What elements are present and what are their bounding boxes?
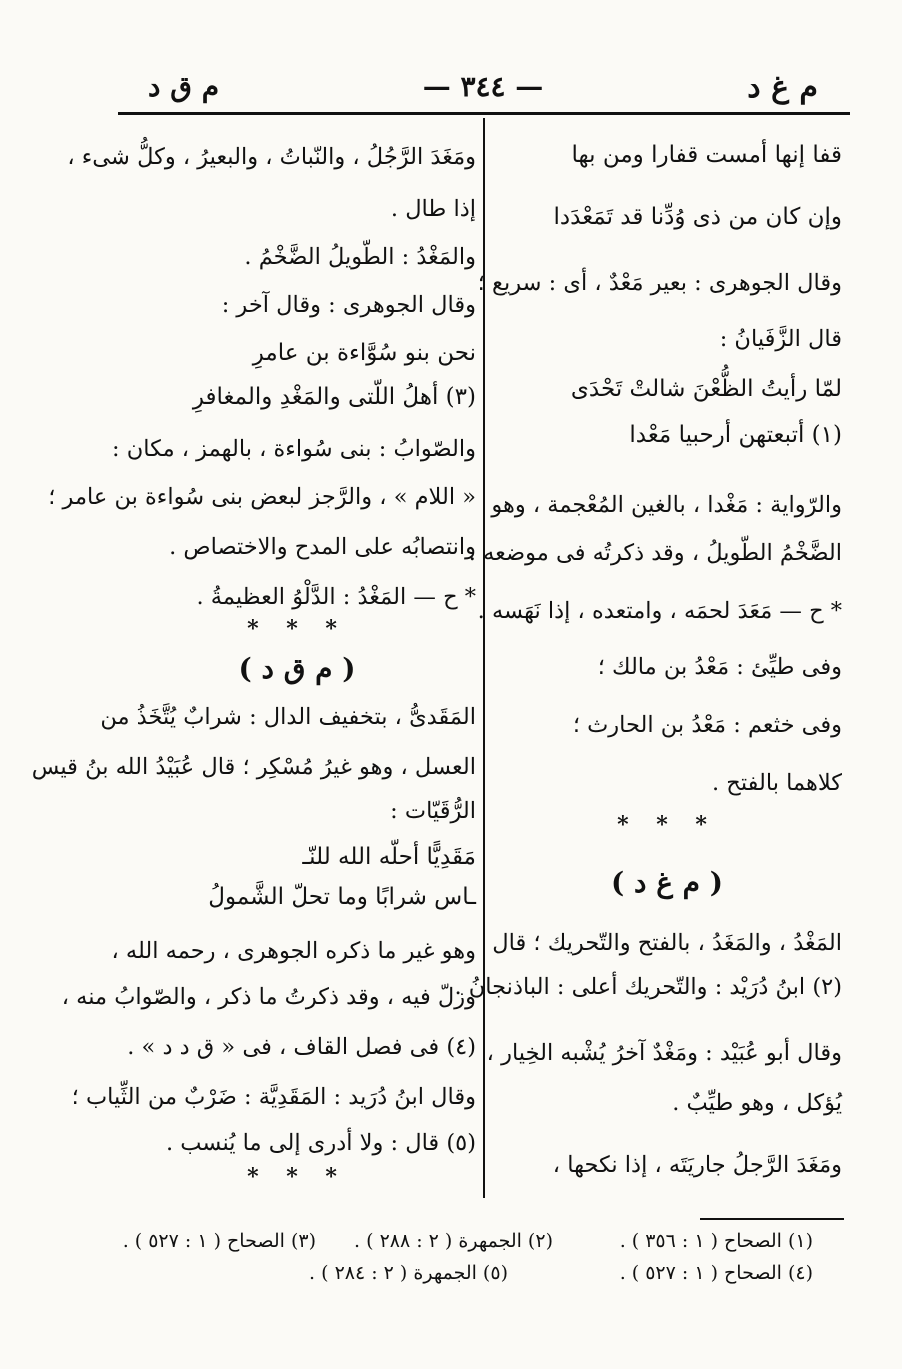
footnote: (٤) الصحاح ( ١ : ٥٢٧ ) . bbox=[619, 1262, 813, 1284]
text-line: ومَغَدَ الرَّجُلُ ، والنّباتُ ، والبعيرُ ، وكلُّ شىء ، bbox=[67, 144, 476, 170]
footnote: (١) الصحاح ( ١ : ٣٥٦ ) . bbox=[619, 1230, 813, 1252]
text-line: * ح — المَغْدُ : الدَّلْوُ العظيمةُ . bbox=[196, 584, 476, 610]
text-line: وانتصابُه على المدح والاختصاص . bbox=[169, 534, 476, 560]
text-line: وقال ابنُ دُرَيد : المَقَدِيَّة : ضَرْبٌ من الثِّياب ؛ bbox=[71, 1084, 476, 1110]
text-line: وفى طيِّئ : مَعْدُ بن مالك ؛ bbox=[597, 654, 842, 680]
footnote-rule bbox=[700, 1218, 844, 1220]
text-line: إذا طال . bbox=[390, 196, 476, 222]
verse-line: (١) أتبعتهن أرحبيا مَعْدا bbox=[629, 422, 842, 448]
text-line: وفى خثعم : مَعْدُ بن الحارث ؛ bbox=[572, 712, 842, 738]
header-root-right: م غ د bbox=[747, 70, 818, 105]
header-root-left: م ق د bbox=[148, 70, 220, 103]
text-line: (٢) ابنُ دُرَيْد : والتّحريك أعلى : الباذنجانُ . bbox=[454, 974, 842, 1000]
footnote-row bbox=[118, 1262, 848, 1290]
header-rule bbox=[118, 112, 850, 115]
verse-line: وإن كان من ذى وُدِّنا قد تَمَعْدَدا bbox=[553, 204, 842, 230]
page-header bbox=[118, 62, 848, 106]
text-line: قال الزَّفَيانُ : bbox=[719, 326, 842, 352]
footnote: (٢) الجمهرة ( ٢ : ٢٨٨ ) . bbox=[354, 1230, 553, 1252]
text-line: وقال الجوهرى : وقال آخر : bbox=[221, 292, 476, 318]
text-line: ومَغَدَ الرَّجلُ جاريَتَه ، إذا نكحها ، bbox=[552, 1152, 842, 1178]
text-line: كلاهما بالفتح . bbox=[712, 770, 842, 796]
verse-line: مَقَدِيًّا أحلّه الله للنّـ bbox=[302, 844, 476, 870]
text-line: والمَغْدُ : الطّويلُ الضَّخْمُ . bbox=[244, 244, 476, 270]
text-line: الضَّخْمُ الطّويلُ ، وقد ذكرتُه فى موضعه . bbox=[468, 540, 842, 566]
verse-line: (٣) أهلُ اللّتى والمَغْدِ والمغافرِ bbox=[192, 384, 476, 410]
page-number: — ٣٤٤ — bbox=[422, 70, 544, 103]
text-line: والرّواية : مَغْدا ، بالغين المُعْجمة ، وهو bbox=[491, 492, 842, 518]
verse-line: قفا إنها أمست قفارا ومن بها bbox=[571, 142, 842, 168]
section-heading: ( م ق د ) bbox=[238, 652, 356, 685]
text-line: (٥) قال : ولا أدرى إلى ما يُنسب . bbox=[166, 1130, 476, 1156]
text-line: (٤) فى فصل القاف ، فى « ق د د » . bbox=[127, 1034, 476, 1060]
text-line: المَغْدُ ، والمَغَدُ ، بالفتح والتّحريك ؛ قال bbox=[492, 930, 842, 956]
text-line: وقال الجوهرى : بعير مَعْدٌ ، أى : سريع ؛ bbox=[477, 270, 842, 296]
section-separator: * * * bbox=[247, 616, 347, 642]
text-line: يُؤكل ، وهو طيِّبٌ . bbox=[672, 1090, 842, 1116]
text-line: وهو غير ما ذكره الجوهرى ، رحمه الله ، bbox=[111, 938, 476, 964]
text-line: وقال أبو عُبَيْد : ومَغْدٌ آخرُ يُشْبه الخِيار ، bbox=[486, 1040, 842, 1066]
footnote-row bbox=[118, 1230, 848, 1258]
text-line: « اللام » ، والرَّجز لبعض بنى سُواءة بن عامر ؛ bbox=[48, 484, 476, 510]
section-separator: * * * bbox=[247, 1164, 347, 1190]
verse-line: ـاس شرابًا وما تحلّ الشَّمولُ bbox=[208, 884, 476, 910]
text-line: وزلّ فيه ، وقد ذكرتُ ما ذكر ، والصّوابُ منه ، bbox=[61, 984, 476, 1010]
text-line: العسل ، وهو غيرُ مُسْكِر ؛ قال عُبَيْدُ الله بنُ قيس bbox=[31, 754, 476, 780]
footnote: (٣) الصحاح ( ١ : ٥٢٧ ) . bbox=[122, 1230, 316, 1252]
text-line: والصّوابُ : بنى سُواءة ، بالهمز ، مكان : bbox=[112, 436, 476, 462]
text-line: الرُّقَيّات : bbox=[390, 798, 476, 824]
verse-line: لمّا رأيتُ الظُّعْنَ شالتْ تَحْدَى bbox=[570, 376, 842, 402]
section-separator: * * * bbox=[617, 812, 717, 838]
footnote: (٥) الجمهرة ( ٢ : ٢٨٤ ) . bbox=[309, 1262, 508, 1284]
section-heading: ( م غ د ) bbox=[611, 866, 723, 899]
text-line: المَقَدىُّ ، بتخفيف الدال : شرابٌ يُتَّخَذُ من bbox=[100, 704, 476, 730]
text-line: * ح — مَعَدَ لحمَه ، وامتعده ، إذا نَهَسه . bbox=[477, 598, 842, 624]
verse-line: نحن بنو سُوَّاءة بن عامرِ bbox=[252, 340, 476, 366]
